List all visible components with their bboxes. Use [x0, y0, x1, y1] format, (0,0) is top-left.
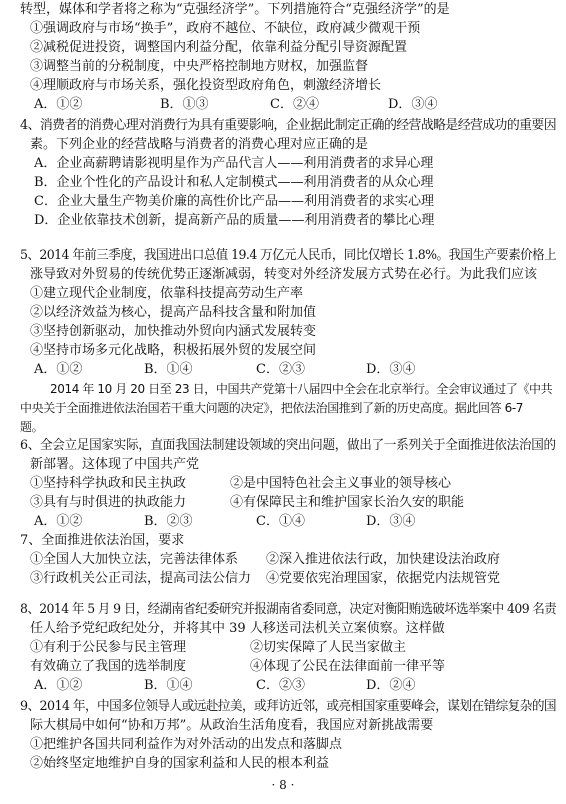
q3-item-1: ①强调政府与市场“换手”，政府不越位、不缺位，政府减少微观干预 — [30, 21, 421, 36]
q8-item-3: 有效确立了我国的选举制度 — [30, 659, 187, 674]
material-line-1: 2014 年 10 月 20 日至 23 日，中国共产党第十八届四中全会在北京举行。全会审议通过了《中共 — [50, 382, 553, 396]
option-d: D．③④ — [366, 514, 416, 529]
q3-item-2: ②减税促进投资，调整国内利益分配，依靠利益分配引导资源配置 — [30, 40, 408, 55]
q8-item-1: ①有利于公民参与民主管理 — [30, 640, 187, 655]
q4-option-c: C．企业大量生产物美价廉的高性价比产品——利用消费者的求实心理 — [34, 194, 434, 209]
q7-stem: 7、全面推进依法治国，要求 — [20, 533, 185, 548]
q6-stem-cont: 新部署。这体现了中国共产党 — [30, 457, 200, 472]
option-b: B．①③ — [160, 97, 209, 112]
q6-item-3: ③具有与时俱进的执政能力 — [30, 495, 187, 510]
q5-item-3: ③坚持创新驱动，加快推动外贸向内涵式发展转变 — [30, 324, 317, 339]
q4-option-a: A．企业高薪聘请影视明星作为产品代言人——利用消费者的求异心理 — [34, 156, 434, 171]
option-d: D．③④ — [366, 362, 416, 377]
q5-stem: 5、2014 年前三季度，我国进出口总值 19.4 万亿元人民币，同比仅增长 1.8%。我国生产要素价格上 — [20, 248, 557, 263]
q9-stem-cont: 际大棋局中如何“协和万邦”。从政治生活角度看，我国应对新挑战需要 — [30, 718, 434, 733]
q9-item-2: ②始终坚定地维护自身的国家利益和人民的根本利益 — [30, 756, 330, 771]
q4-stem-cont: 素。下列企业的经营战略与消费者的消费心理对应正确的是 — [30, 137, 369, 152]
option-a: A．①② — [34, 97, 83, 112]
material-line-2: 中央关于全面推进依法治国若干重大问题的决定》，把依法治国推到了新的历史高度。据此回答 6-7 — [20, 401, 524, 415]
q4-option-b: B．企业个性化的产品设计和私人定制模式——利用消费者的从众心理 — [34, 175, 434, 190]
q8-item-4: ④体现了公民在法律面前一律平等 — [250, 659, 446, 674]
q5-item-2: ②以经济效益为核心，提高产品科技含量和附加值 — [30, 305, 317, 320]
q5-stem-cont: 涨导致对外贸易的传统优势正逐渐减弱，转变对外经济发展方式势在必行。为此我们应该 — [30, 267, 538, 282]
q9-stem: 9、2014 年，中国多位领导人或远赴拉美，或拜访近邻，或亮相国家重要峰会，谋划在错综复杂的国 — [20, 699, 556, 714]
option-b: B．①④ — [144, 362, 193, 377]
page-number: · 8 · — [271, 778, 295, 792]
q6-item-1: ①坚持科学执政和民主执政 — [30, 476, 187, 491]
q4-option-d: D．企业依靠技术创新，提高新产品的质量——利用消费者的攀比心理 — [34, 213, 435, 228]
option-b: B．①④ — [144, 678, 193, 693]
q6-stem: 6、全会立足国家实际，直面我国法制建设领域的突出问题，做出了一系列关于全面推进依法治国的 — [20, 438, 556, 453]
option-c: C．①④ — [256, 514, 305, 529]
option-c: C．②④ — [270, 97, 319, 112]
option-a: A．①② — [34, 362, 83, 377]
q6-item-2: ②是中国特色社会主义事业的领导核心 — [230, 476, 452, 491]
option-c: C．②③ — [256, 678, 305, 693]
q8-stem-cont: 任人给予党纪政纪处分，并将其中 39 人移送司法机关立案侦察。这样做 — [30, 621, 445, 636]
option-c: C．②③ — [256, 362, 305, 377]
q6-item-4: ④有保障民主和维护国家长治久安的职能 — [230, 495, 465, 510]
q3-item-3: ③调整当前的分税制度，中央严格控制地方财权，加强监督 — [30, 59, 369, 74]
q5-item-1: ①建立现代企业制度，依靠科技提高劳动生产率 — [30, 286, 304, 301]
q3-item-4: ④理顺政府与市场关系，强化投资型政府角色，刺激经济增长 — [30, 78, 382, 93]
q4-stem: 4、消费者的消费心理对消费行为具有重要影响，企业据此制定正确的经营战略是经营成功的重要因 — [20, 118, 557, 133]
option-a: A．①② — [34, 514, 83, 529]
q7-item-3: ③行政机关公正司法，提高司法公信力 — [30, 571, 252, 586]
material-line-3: 题。 — [20, 420, 44, 434]
option-b: B．②③ — [144, 514, 193, 529]
option-d: D．③④ — [388, 97, 438, 112]
option-a: A．①② — [34, 678, 83, 693]
q3-stem-tail: 转型，媒体和学者将之称为“克强经济学”。下列措施符合“克强经济学”的是 — [20, 2, 450, 17]
q9-item-1: ①把维护各国共同利益作为对外活动的出发点和落脚点 — [30, 737, 343, 752]
q8-item-2: ②切实保障了人民当家做主 — [250, 640, 407, 655]
q5-item-4: ④坚持市场多元化战略，积极拓展外贸的发展空间 — [30, 343, 317, 358]
option-d: D．②④ — [366, 678, 416, 693]
q7-item-2: ②深入推进依法行政，加快建设法治政府 — [266, 552, 501, 567]
q8-stem: 8、2014 年 5 月 9 日，经湖南省纪委研究并报湖南省委同意，决定对衡阳贿选破坏选举案中 409 名责 — [20, 602, 557, 617]
q7-item-1: ①全国人大加快立法，完善法律体系 — [30, 552, 239, 567]
q7-item-4: ④党要依宪治理国家，依据党内法规管党 — [266, 571, 501, 586]
